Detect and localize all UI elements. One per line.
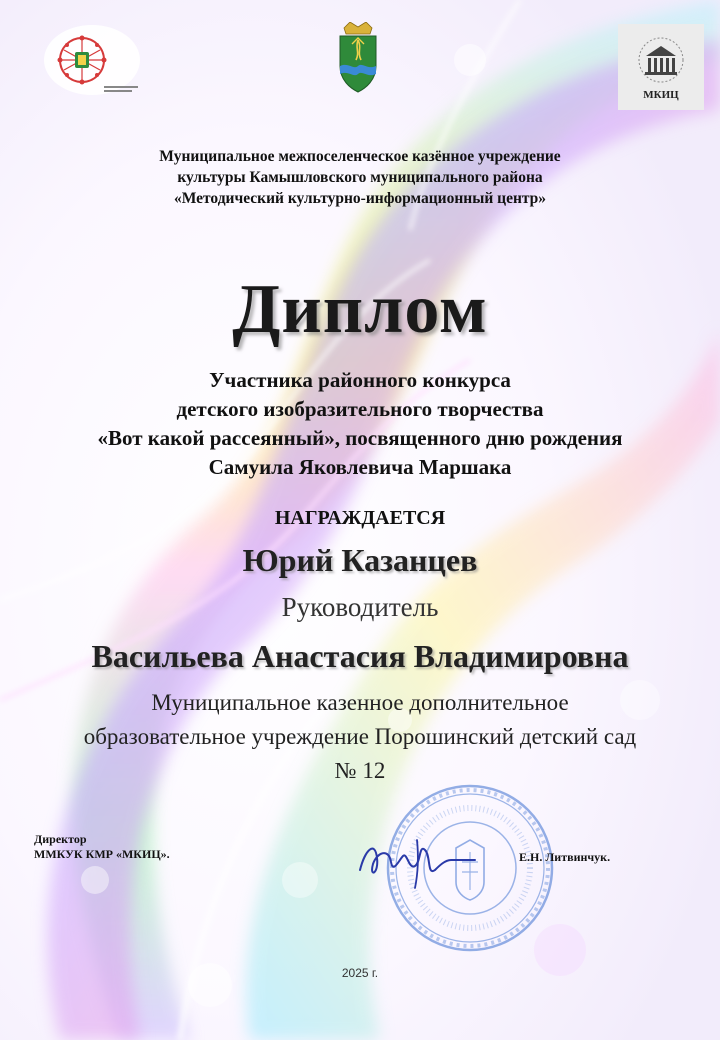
director-position	[34, 832, 170, 862]
supervisor-name: Васильева Анастасия Владимировна	[91, 638, 629, 674]
coat-of-arms-icon	[336, 22, 380, 94]
diploma-title: Диплом	[232, 271, 488, 348]
supervisor-label: Руководитель	[281, 592, 439, 622]
mkic-logo-text: МКИЦ	[643, 89, 679, 101]
organization-line-2: культуры Камышловского муниципального района	[177, 169, 543, 186]
organization-line-1: Муниципальное межпоселенческое казённое учреждение	[159, 148, 561, 165]
institution-line-3: № 12	[334, 758, 386, 783]
awarded-label: НАГРАЖДАЕТСЯ	[274, 507, 446, 529]
contest-description	[0, 366, 720, 482]
institution-line-1: Муниципальное казенное дополнительное	[151, 690, 569, 715]
diploma-year: 2025 г.	[341, 966, 379, 980]
organization-line-3: «Методический культурно-информационный центр»	[173, 190, 547, 207]
organization-header	[0, 146, 720, 209]
director-organization: ММКУК КМР «МКИЦ».	[34, 847, 170, 861]
district-network-logo	[42, 24, 142, 104]
contest-line-3: «Вот какой рассеянный», посвященного дню рождения	[97, 426, 623, 450]
recipient-name: Юрий Казанцев	[242, 542, 478, 578]
contest-line-2: детского изобразительного творчества	[176, 397, 544, 421]
institution-name	[0, 686, 720, 788]
mkic-logo	[618, 24, 704, 110]
signer-name: Е.Н. Литвинчук.	[519, 850, 611, 864]
contest-line-4: Самуила Яковлевича Маршака	[208, 455, 512, 479]
contest-line-1: Участника районного конкурса	[209, 368, 511, 392]
institution-line-2: образовательное учреждение Порошинский детский сад	[83, 724, 637, 749]
director-title: Директор	[34, 832, 87, 846]
signature-scribble	[355, 830, 485, 890]
